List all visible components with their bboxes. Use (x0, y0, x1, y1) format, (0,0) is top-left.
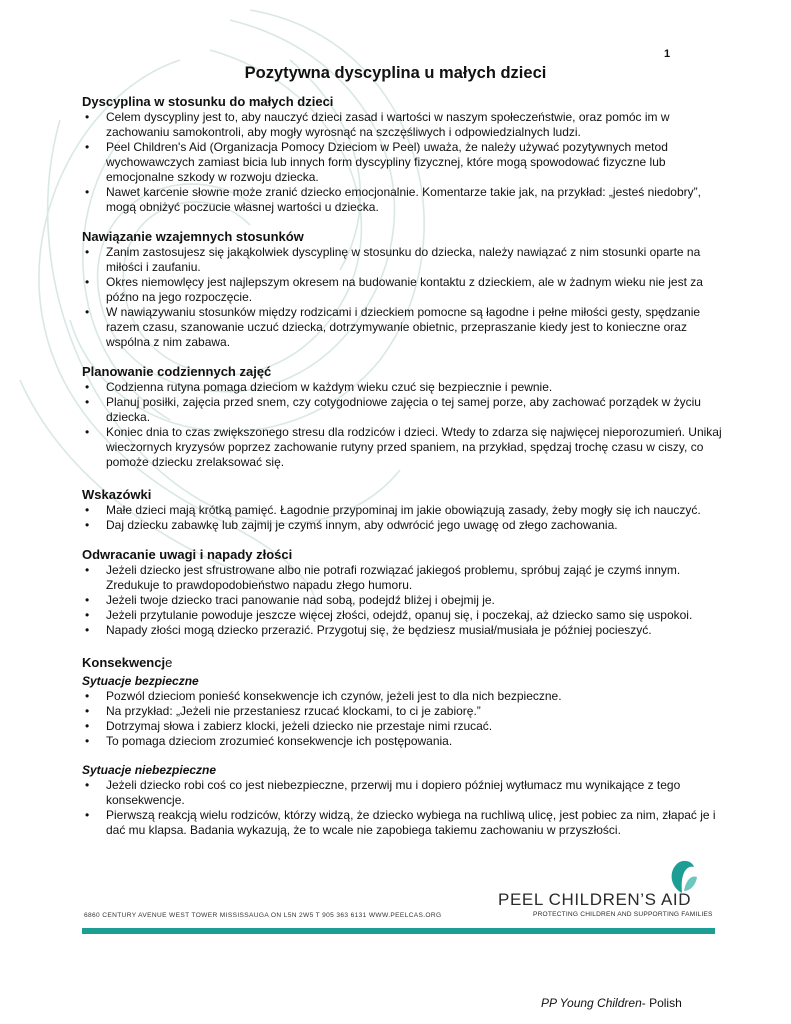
list-item: • To pomaga dzieciom zrozumieć konsekwencje ich postępowania. (85, 734, 453, 748)
list-item: • Peel Children's Aid (Organizacja Pomocy Dzieciom w Peel) uważa, że należy używać pozytywnych metod wychowawczych zamiast bicia lub innych form dyscypliny fizycznej, które mogą spowodować fizyczne lub emocjonalne szkody w rozwoju dziecka. (85, 140, 668, 184)
bullet-icon: • (85, 518, 90, 532)
organization-tagline: PROTECTING CHILDREN AND SUPPORTING FAMILIES (533, 911, 713, 918)
section-relationships (82, 229, 722, 350)
bullet-icon: • (85, 778, 90, 792)
list-item: • Daj dziecku zabawkę lub zajmij je czymś innym, aby odwrócić jego uwagę od złego zachowania. (85, 518, 618, 532)
bullet-icon: • (85, 608, 90, 622)
bullet-list (82, 689, 722, 749)
list-item: • Celem dyscypliny jest to, aby nauczyć dzieci zasad i wartości w naszym społeczeństwie, oraz pomóc im w zachowaniu samokontroli, aby mogły wyrosnąć na szczęśliwych i odpowiedzialnych ludzi. (85, 110, 670, 139)
list-item: • Na przykład: „Jeżeli nie przestaniesz rzucać klockami, to ci je zabiorę.” (85, 704, 481, 718)
bullet-icon: • (85, 305, 90, 319)
bullet-icon: • (85, 623, 90, 637)
subsection-heading: Sytuacje bezpieczne (82, 674, 199, 688)
list-item: • Jeżeli twoje dziecko traci panowanie nad sobą, podejdź bliżej i obejmij je. (85, 593, 495, 607)
bullet-list (82, 503, 722, 533)
bullet-icon: • (85, 245, 90, 259)
section-tips (82, 487, 722, 533)
section-consequences (82, 655, 722, 838)
section-heading: Nawiązanie wzajemnych stosunków (82, 229, 304, 244)
bullet-icon: • (85, 719, 90, 733)
bullet-icon: • (85, 425, 90, 439)
list-item: • Małe dzieci mają krótką pamięć. Łagodnie przypominaj im jakie obowiązują zasady, żeby mogły się ich nauczyć. (85, 503, 701, 517)
list-item: • Koniec dnia to czas zwiększonego stresu dla rodziców i dzieci. Wtedy to zdarza się najwięcej nieporozumień. Unikaj wieczornych kryzysów poprzez zachowanie rutyny przed spaniem, na przykład, spędzaj trochę czasu w ciszy, co pomoże dziecku zrelaksować się. (85, 425, 722, 469)
list-item: • Planuj posiłki, zajęcia przed snem, czy cotygodniowe zajęcia o tej samej porze, aby zachować porządek w życiu dziecka. (85, 395, 701, 424)
document-title: Pozytywna dyscyplina u małych dzieci (244, 64, 547, 82)
document-label: PP Young Children- Polish (541, 996, 682, 1010)
section-heading: Dyscyplina w stosunku do małych dzieci (82, 94, 334, 109)
bullet-list (82, 245, 722, 350)
bullet-icon: • (85, 185, 90, 199)
bullet-icon: • (85, 808, 90, 822)
list-item: • Nawet karcenie słowne może zranić dziecko emocjonalnie. Komentarze takie jak, na przykład: „jesteś niedobry”, mogą obniżyć poczucie własnej wartości u dziecka. (85, 185, 701, 214)
subsection-heading: Sytuacje niebezpieczne (82, 763, 217, 777)
list-item: • Jeżeli dziecko robi coś co jest niebezpieczne, przerwij mu i dopiero później wytłumacz mu wynikające z tego konsekwencje. (85, 778, 681, 807)
list-item: • Codzienna rutyna pomaga dzieciom w każdym wieku czuć się bezpiecznie i pewnie. (85, 380, 553, 394)
bullet-icon: • (85, 110, 90, 124)
page-number: 1 (664, 48, 671, 60)
list-item: • Jeżeli przytulanie powoduje jeszcze więcej złości, odejdź, opanuj się, i poczekaj, aż dziecko samo się uspokoi. (85, 608, 693, 622)
section-heading: Konsekwencje (82, 655, 173, 670)
bullet-icon: • (85, 689, 90, 703)
organization-logo-name: PEEL CHILDREN’S AID (498, 890, 692, 909)
bullet-icon: • (85, 734, 90, 748)
section-distraction-tantrums (82, 547, 722, 638)
list-item: • Pierwszą reakcją wielu rodziców, którzy widzą, że dziecko wybiega na ruchliwą ulicę, jest pobiec za nim, złapać je i dać mu klapsa. Badania wykazują, że to wcale nie zapobiega takiemu zachowaniu w przyszłości. (85, 808, 716, 837)
list-item: • Napady złości mogą dziecko przerazić. Przygotuj się, że będziesz musiał/musiała je później pocieszyć. (85, 623, 652, 637)
list-item: • Zanim zastosujesz się jakąkolwiek dyscyplinę w stosunku do dziecka, należy nawiązać z nim stosunki oparte na miłości i zaufaniu. (85, 245, 701, 274)
footer-accent-bar (82, 928, 715, 934)
bullet-icon: • (85, 275, 90, 289)
section-discipline (82, 94, 722, 215)
bullet-icon: • (85, 704, 90, 718)
bullet-icon: • (85, 563, 90, 577)
bullet-list (82, 563, 722, 638)
list-item: • Dotrzymaj słowa i zabierz klocki, jeżeli dziecko nie przestaje nimi rzucać. (85, 719, 493, 733)
section-daily-planning (82, 364, 722, 470)
document-body (82, 94, 722, 838)
bullet-list (82, 380, 722, 470)
section-heading: Planowanie codziennych zajęć (82, 364, 272, 379)
section-heading: Odwracanie uwagi i napady złości (82, 547, 293, 562)
list-item: • Okres niemowlęcy jest najlepszym okresem na budowanie kontaktu z dzieckiem, ale w żadnym wieku nie jest za późno na jego rozpoczęcie. (85, 275, 703, 304)
bullet-list (82, 110, 722, 215)
bullet-icon: • (85, 140, 90, 154)
bullet-icon: • (85, 380, 90, 394)
list-item: • Jeżeli dziecko jest sfrustrowane albo nie potrafi rozwiązać jakiegoś problemu, spróbuj zająć je czymś innym. Zredukuje to prawdopodobieństwo napadu złego humoru. (85, 563, 681, 592)
bullet-icon: • (85, 593, 90, 607)
bullet-icon: • (85, 395, 90, 409)
bullet-list (82, 778, 722, 838)
section-heading: Wskazówki (82, 487, 152, 502)
bullet-icon: • (85, 503, 90, 517)
list-item: • W nawiązywaniu stosunków między rodzicami i dzieckiem pomocne są łagodne i pełne miłości gesty, spędzanie razem czasu, szanowanie uczuć dziecka, dotrzymywanie obietnic, przepraszanie kiedy jest to konieczne oraz wspólna z nim zabawa. (85, 305, 701, 349)
list-item: • Pozwól dzieciom ponieść konsekwencje ich czynów, jeżeli jest to dla nich bezpieczne. (85, 689, 562, 703)
footer-address: 6860 CENTURY AVENUE WEST TOWER MISSISSAUGA ON L5N 2W5 T 905 363 6131 WWW.PEELCAS.ORG (84, 912, 442, 919)
